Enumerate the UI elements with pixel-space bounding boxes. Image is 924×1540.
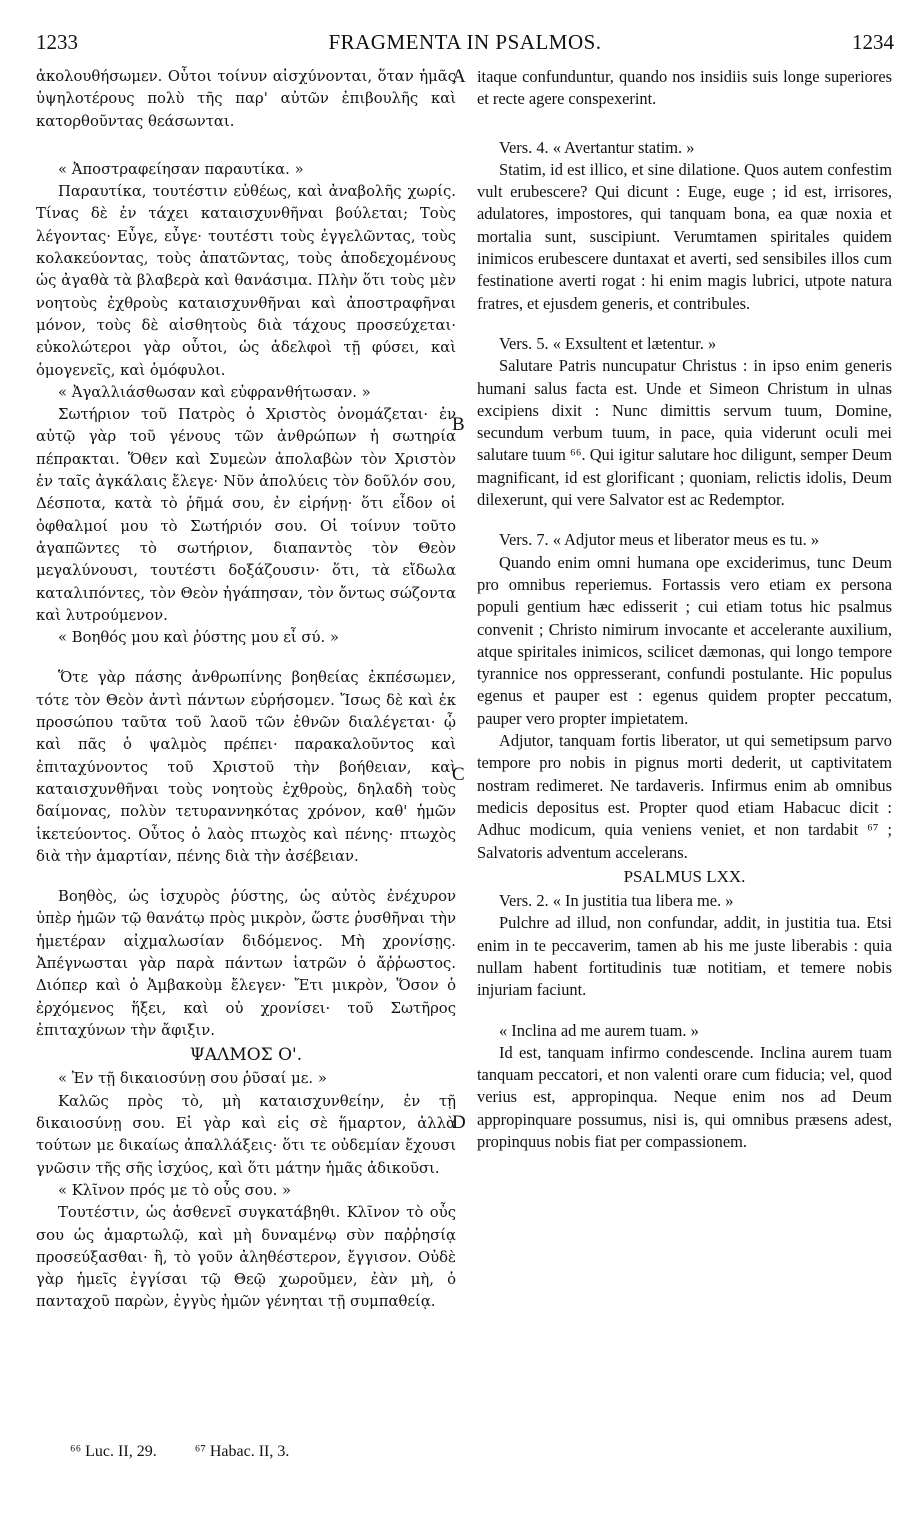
greek-paragraph: Βοηθὸς, ὡς ἰσχυρὸς ῥύστης, ὡς αὐτὸς ἐνέχυρον ὑπὲρ ἡμῶν τῷ θανάτῳ πρὸς μικρὸν, ὥστε ῥυσθῆναι τὴν ἡμετέραν αἰχμαλωσίαν διδόμενος. Μὴ χρονίσῃς. Ἀπέγνωσται γὰρ παρὰ πάντων ἰατρῶν ὁ ἄῤῥωστος. Διόπερ καὶ ὁ Ἀμβακοὺμ ἔλεγεν· Ἔτι μικρὸν, Ὅσον ὁ ἐρχόμενος ἥξει, καὶ οὐ χρονίσει· τοῦ Σωτῆρος ἐπιταχύνων τὴν ἄφιξιν. [36,888,456,1039]
running-title: FRAGMENTA IN PSALMOS. [328,30,602,54]
margin-marker-b: B [452,414,465,435]
latin-column [477,66,892,1153]
greek-paragraph: Σωτήριον τοῦ Πατρὸς ὁ Χριστὸς ὀνομάζεται· ἐν αὐτῷ γὰρ τοῦ γένους τῶν ἀνθρώπων ἡ σωτηρία πέπρακται. Ὅθεν καὶ Συμεὼν ἀπολαβὼν τὸν Χριστὸν ἐν ταῖς ἀγκάλαις ἔλεγε· Νῦν ἀπολύεις τὸν δοῦλόν σου, Δέσποτα, κατὰ τὸ ῥῆμά σου, ἐν εἰρήνῃ· ὅτι εἶδον οἱ ὀφθαλμοί μου τὸ Σωτήριόν σου. Οἱ τοίνυν τοῦτο ἀγαπῶντες τὸ σωτήριον, διαπαντὸς τὸν Θεὸν μεγαλύνουσι, τουτέστι δοξάζουσιν· ὅτι, τὰ εἴδωλα καταλιπόντες, τὸν Θεὸν ἠγάπησαν, τὸν ὄντως σώζοντα καὶ λυτρούμενον. [36,406,456,624]
greek-verse-heading: « Ἐν τῇ δικαιοσύνῃ σου ῥῦσαί με. » [58,1070,327,1088]
margin-marker-c: C [452,764,465,785]
latin-verse-heading: Vers. 2. « In justitia tua libera me. » [499,891,734,911]
latin-paragraph: Statim, id est illico, et sine dilatione. Quos autem confestim vult erubescere? Qui dicunt : Euge, euge ; id est, irrisores, adulatores, impostores, qui tanquam bona, ea quæ noxia et mortalia sunt, suscipiunt. Verumtamen spiritales quidem inimicos erubescere duntaxat et averti, sed sensibiles illos cum festinatione averti rogat : hi enim magis lubrici, utpote natura fratres, et ejusdem generis, et contribules. [477,159,892,313]
latin-paragraph: Salutare Patris nuncupatur Christus : in ipso enim generis humani salus facta est. Unde et Simeon Christum in ulnas excipiens dixit : Nunc dimittis servum tuum, Domine, secundum verbum tuum, in pace, quia viderunt oculi mei salutare tuum ⁶⁶. Qui igitur salutare hoc diligunt, semper Deum magnificant, id est glorificant ; quoniam, relictis idolis, Deum dilexerunt, qui vere Salvator est ac Redemptor. [477,356,892,510]
greek-verse-heading: « Ἀποστραφείησαν παραυτίκα. » [58,160,304,178]
footnote-66: ⁶⁶ Luc. II, 29. [70,1443,157,1460]
page-number-left: 1233 [36,30,78,54]
footnotes [70,1443,323,1461]
greek-verse-heading: « Ἀγαλλιάσθωσαν καὶ εὐφρανθήτωσαν. » [58,383,371,401]
page-header [36,30,894,60]
latin-verse-heading: Vers. 5. « Exsultent et lætentur. » [499,333,717,353]
greek-column [36,66,456,1314]
latin-paragraph: Adjutor, tanquam fortis liberator, ut qui semetipsum parvo tempore pro nobis in pignus morti dederit, ut captivitatem nostram redimeret. Ne tardaveris. Infirmus enim ab omnibus medicis depositus est. Propter quod etiam Habacuc dicit : Adhuc modicum, quia veniens veniet, et non tardabit ⁶⁷ ; Salvatoris adventum accelerans. [477,731,892,862]
greek-paragraph: Τουτέστιν, ὡς ἀσθενεῖ συγκατάβηθι. Κλῖνον τὸ οὖς σου ὡς ἁμαρτωλῷ, καὶ μὴ δυναμένῳ σὺν παῤῥησίᾳ προσεύξασθαι· ἢ, τὸ γοῦν ἀληθέστερον, ἔγγισον. Οὐδὲ γὰρ ἡμεῖς ἐγγίσαι τῷ Θεῷ χωροῦμεν, ἐὰν μὴ, ὁ πανταχοῦ παρὼν, ἐγγὺς ἡμῶν γένηται τῇ συμπαθείᾳ. [36,1204,456,1311]
greek-paragraph: Καλῶς πρὸς τὸ, μὴ καταισχυνθείην, ἐν τῇ δικαιοσύνῃ σου. Εἰ γὰρ καὶ εἰς σὲ ἥμαρτον, ἀλλὰ τούτων με δικαίως ἀπαλλάξεις· ὅτι τε οὐδεμίαν ἔχουσι γνῶσιν τῆς σῆς ἰσχύος, καὶ ὅτι μάτην ἡμᾶς ἀδικοῦσι. [36,1092,456,1177]
latin-verse-heading: « Inclina ad me aurem tuam. » [499,1020,699,1040]
latin-paragraph: Pulchre ad illud, non confundar, addit, in justitia tua. Etsi enim in te peccaverim, tamen ab his me juste liberabis : quia nullam habent fortitudinis tuæ notitiam, et temere nobis injuriam faciunt. [477,913,892,1000]
latin-paragraph: itaque confunduntur, quando nos insidiis suis longe superiores et recte agere conspexerint. [477,67,892,109]
greek-psalm-title: ΨΑΛΜΟΣ Ο'. [189,1045,303,1066]
greek-paragraph: Ὅτε γὰρ πάσης ἀνθρωπίνης βοηθείας ἐκπέσωμεν, τότε τὸν Θεὸν ἀντὶ πάντων εὑρήσομεν. Ἴσως δὲ καὶ ἐκ προσώπου ταῦτα τοῦ λαοῦ τῶν ἐθνῶν διαλέγεται· ᾧ καὶ πᾶς ὁ ψαλμὸς πρέπει· παρακαλοῦντος καὶ ἐπιταχύνοντος τοῦ Χριστοῦ τὴν βοήθειαν, καὶ καταισχυνθῆναι τοὺς νοητοὺς ἐχθροὺς, δηλαδὴ τοὺς δαίμονας, πολὺν τετυραννηκότας χρόνον, καθ' ἡμῶν ἱκετεύοντος. Οὗτος ὁ λαὸς πτωχὸς καὶ πένης· πτωχὸς διὰ τὴν ἁμαρτίαν, πένης διὰ τὴν ἀσέβειαν. [36,669,456,865]
margin-marker-a: A [452,66,466,87]
page-number-right: 1234 [852,30,894,54]
footnote-67: ⁶⁷ Habac. II, 3. [194,1443,290,1460]
latin-paragraph: Id est, tanquam infirmo condescende. Inclina aurem tuam tanquam peccatori, et non valenti orare cum fiducia; vel, quod verius est, appropinqua. Neque enim nos ad Deum appropinquare possumus, nisi is, qui omnibus præsens adest, propinquus nobis fiat per compassionem. [477,1042,892,1152]
latin-psalm-title: PSALMUS LXX. [623,866,746,886]
greek-verse-heading: « Κλῖνον πρός με τὸ οὖς σου. » [58,1181,292,1199]
greek-paragraph: Παραυτίκα, τουτέστιν εὐθέως, καὶ ἀναβολῆς χωρίς. Τίνας δὲ ἐν τάχει καταισχυνθῆναι βούλεται; Τοὺς λέγοντας· Εὖγε, εὖγε· τουτέστι τοὺς ἐγγελῶντας, τοὺς κολακεύοντας, τοὺς ἀπατῶντας, τοὺς ἀποδεχομένους ὡς ἀγαθὰ τὰ βλαβερὰ καὶ θανάσιμα. Πλὴν ὅτι τοὺς μὲν νοητοὺς ἐχθροὺς καταισχυνθῆναι καὶ ἀποστραφῆναι μόνον, τοὺς δὲ αἰσθητοὺς διὰ τάχους προσεύχεται· εὐκολώτεροι γὰρ οὗτοι, ὡς ἀδελφοὶ τῇ φύσει, καὶ ὁμογενεῖς, καὶ ὁμόφυλοι. [36,183,456,379]
latin-verse-heading: Vers. 7. « Adjutor meus et liberator meus es tu. » [499,530,820,550]
greek-paragraph: ἀκολουθήσωμεν. Οὗτοι τοίνυν αἰσχύνονται, ὅταν ἡμᾶς ὑψηλοτέρους πολὺ τῆς παρ' αὐτῶν ἐπιβουλῆς καὶ κατορθοῦντας θεάσωνται. [36,68,456,130]
greek-verse-heading: « Βοηθός μου καὶ ῥύστης μου εἶ σύ. » [58,629,339,647]
latin-verse-heading: Vers. 4. « Avertantur statim. » [499,137,695,157]
latin-paragraph: Quando enim omni humana ope exciderimus, tunc Deum pro omnibus reperiemus. Fortassis vero etiam ex persona populi gentium hæc edisserit ; cui etiam totus hic psalmus convenit ; Christo nimirum invocante et accelerante auxilium, atque spiritales inimicos, scilicet dæmonas, qui longo tempore tyrannice nos oppresserant, confundi postulante. Hic populus egenus et pauper est : egenus quidem propter peccatum, pauper vero propter impietatem. [477,552,892,728]
margin-marker-d: D [452,1112,466,1133]
